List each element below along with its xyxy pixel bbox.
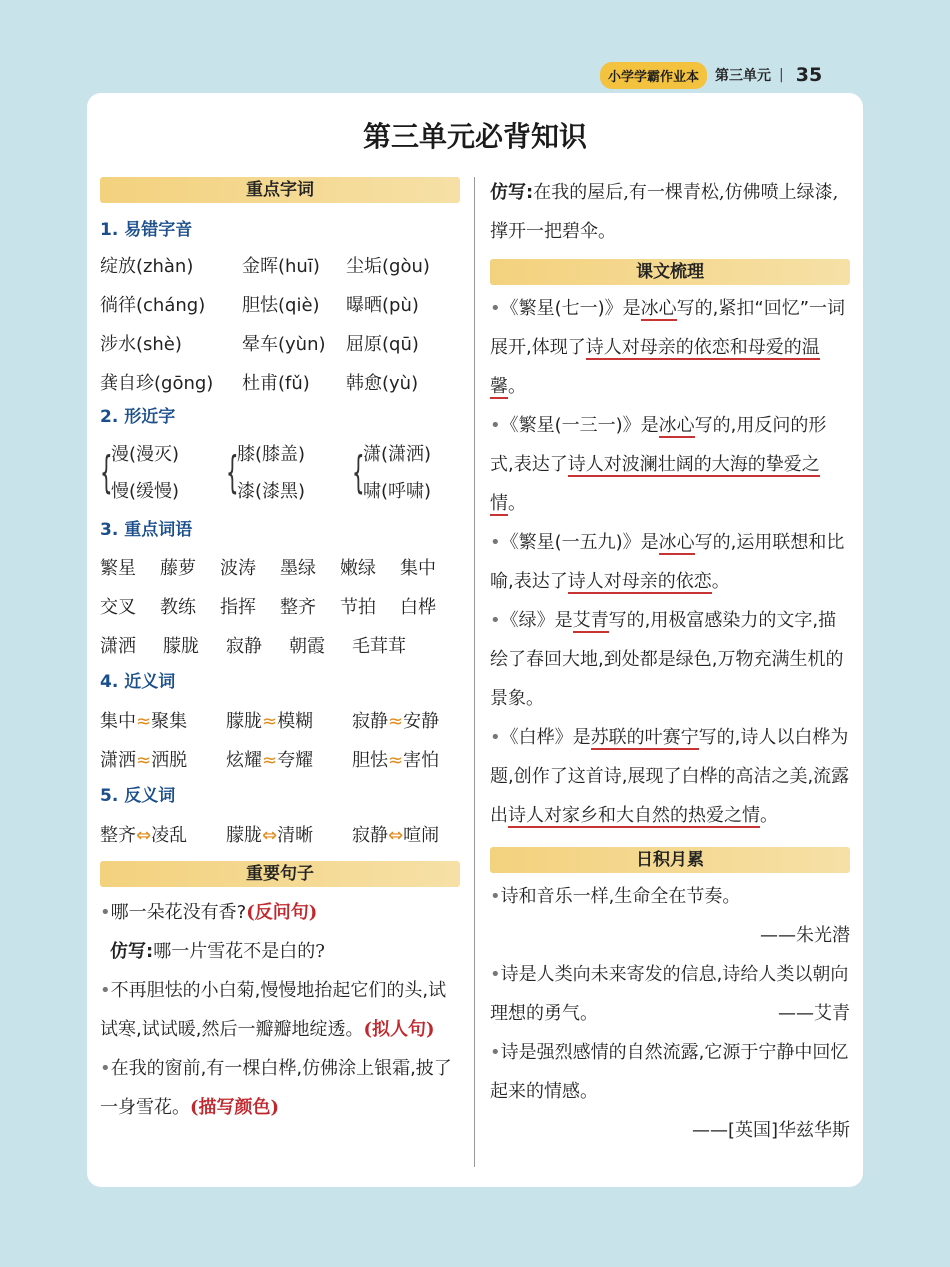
sentence-tag: (描写颜色) — [190, 1097, 280, 1118]
section-band-accumulation: 日积月累 — [490, 847, 850, 873]
header-separator: | — [779, 67, 784, 83]
subheading-key-words: 3. 重点词语 — [100, 520, 193, 540]
double-arrow-icon: ⇔ — [388, 824, 404, 846]
imitation-block — [490, 173, 850, 251]
underlined-theme: 诗人对家乡和大自然的热爱之情 — [508, 805, 760, 826]
pron-item: 胆怯(qiè) — [242, 294, 320, 316]
bullet-icon: • — [490, 964, 501, 985]
pron-item: 绽放(zhàn) — [100, 255, 194, 277]
review-text: 写的,诗人以白桦为题,创作了这首诗,展现了白桦的高洁之美,流露出 — [490, 727, 850, 826]
vocab-word: 交叉 — [100, 596, 136, 618]
quote-author: ——艾青 — [778, 1003, 850, 1024]
double-arrow-icon: ⇔ — [262, 824, 278, 846]
right-column — [490, 173, 850, 1150]
quote-item — [490, 877, 850, 916]
page-number: 35 — [795, 64, 823, 86]
review-text: 《繁星(一五九)》是 — [500, 532, 659, 553]
sentence-item — [100, 1049, 460, 1127]
pron-item: 晕车(yùn) — [242, 333, 326, 355]
review-text: 。 — [508, 493, 526, 514]
quote-item — [490, 1033, 850, 1111]
vocab-word: 潇洒 — [100, 635, 136, 657]
review-text: 《繁星(七一)》是 — [500, 298, 641, 319]
vocab-word: 整齐 — [280, 596, 316, 618]
approx-icon: ≈ — [388, 749, 404, 771]
bullet-icon: • — [490, 727, 501, 748]
pron-row — [100, 284, 460, 323]
similar-item: 潇(潇洒) — [363, 444, 432, 465]
section-band-key-sentences: 重要句子 — [100, 861, 460, 887]
review-text: 。 — [711, 571, 730, 592]
review-item — [490, 718, 850, 835]
bullet-icon: • — [490, 532, 501, 553]
synonym-word: 集中 — [100, 710, 136, 732]
sentence-item — [100, 971, 460, 1049]
underlined-theme: 诗人对波澜壮阔的大海的挚爱之情 — [490, 454, 820, 514]
approx-icon: ≈ — [136, 710, 152, 732]
vocab-word: 寂静 — [226, 635, 262, 657]
review-text: 写的,用反问的形式,表达了 — [490, 415, 827, 475]
review-text: 《繁星(一三一)》是 — [500, 415, 659, 436]
pron-item: 屈原(qū) — [346, 333, 419, 355]
vocab-word: 集中 — [400, 557, 436, 579]
quote-author: ——朱光潜 — [760, 925, 850, 946]
underlined-theme: 诗人对母亲的依恋和母爱的温馨 — [490, 337, 820, 397]
vocab-word: 白桦 — [400, 596, 436, 618]
approx-icon: ≈ — [136, 749, 152, 771]
synonym-word: 朦胧 — [226, 710, 262, 732]
vocab-word: 嫩绿 — [340, 557, 376, 579]
pron-row — [100, 323, 460, 362]
bullet-icon: • — [100, 902, 111, 923]
antonym-word: 整齐 — [100, 824, 136, 846]
imitation-text: 哪一片雪花不是白的? — [153, 941, 325, 962]
review-text: 。 — [508, 376, 526, 397]
vocab-word: 繁星 — [100, 557, 136, 579]
similar-item: 啸(呼啸) — [363, 481, 432, 502]
similar-pair — [226, 436, 344, 510]
synonym-word: 胆怯 — [352, 749, 388, 771]
bullet-icon: • — [100, 1058, 111, 1079]
quote-text: 诗是人类向未来寄发的信息,诗给人类以朝向理想的勇气。 — [490, 964, 849, 1024]
underlined-author: 苏联的叶赛宁 — [590, 727, 699, 748]
section-band-key-words: 重点字词 — [100, 177, 460, 203]
antonym-row — [100, 814, 460, 853]
pron-item: 涉水(shè) — [100, 333, 182, 355]
antonym-word: 朦胧 — [226, 824, 262, 846]
pron-row — [100, 362, 460, 401]
similar-item: 漆(漆黑) — [237, 481, 306, 502]
vocab-row — [100, 547, 460, 586]
vocab-word: 朝霞 — [289, 635, 325, 657]
approx-icon: ≈ — [262, 749, 278, 771]
page-title: 第三单元必背知识 — [362, 120, 587, 153]
pron-item: 韩愈(yù) — [346, 372, 419, 394]
synonym-word: 安静 — [403, 710, 440, 732]
synonym-word: 炫耀 — [226, 749, 262, 771]
review-item — [490, 601, 850, 718]
approx-icon: ≈ — [262, 710, 278, 732]
bullet-icon: • — [490, 1042, 501, 1063]
antonym-word: 喧闹 — [403, 824, 440, 846]
vocab-row — [100, 625, 460, 664]
pron-item: 尘垢(gòu) — [346, 255, 430, 277]
brace-icon: { — [100, 447, 113, 498]
antonym-word: 清晰 — [277, 824, 314, 846]
similar-item: 漫(漫灭) — [111, 444, 180, 465]
unit-label: 第三单元 — [715, 68, 772, 84]
underlined-author: 冰心 — [658, 532, 695, 553]
review-text: 写的,运用联想和比喻,表达了 — [490, 532, 845, 592]
review-item — [490, 523, 850, 601]
section-band-text-review: 课文梳理 — [490, 259, 850, 285]
similar-item: 慢(缓慢) — [111, 481, 180, 502]
double-arrow-icon: ⇔ — [136, 824, 152, 846]
brace-icon: { — [226, 447, 239, 498]
synonym-word: 害怕 — [403, 749, 440, 771]
vocab-word: 朦胧 — [163, 635, 199, 657]
bullet-icon: • — [100, 980, 111, 1001]
review-text: 。 — [760, 805, 778, 826]
sentence-tag: (反问句) — [246, 902, 318, 923]
imitation-label: 仿写: — [110, 941, 154, 962]
quote-text: 诗是强烈感情的自然流露,它源于宁静中回忆起来的情感。 — [490, 1042, 849, 1102]
imitation-label: 仿写: — [490, 182, 534, 203]
column-divider — [474, 177, 475, 1167]
underlined-theme: 诗人对母亲的依恋 — [567, 571, 712, 592]
review-item — [490, 289, 850, 406]
bullet-icon: • — [490, 610, 501, 631]
vocab-word: 节拍 — [340, 596, 376, 618]
antonym-word: 寂静 — [352, 824, 388, 846]
vocab-word: 教练 — [160, 596, 196, 618]
synonym-word: 聚集 — [151, 710, 188, 732]
pron-item: 金晖(huī) — [242, 255, 320, 277]
similar-chars-group — [100, 433, 460, 513]
subheading-synonyms: 4. 近义词 — [100, 672, 176, 692]
subheading-pronunciation: 1. 易错字音 — [100, 220, 193, 240]
synonym-word: 寂静 — [352, 710, 388, 732]
pron-row — [100, 245, 460, 284]
pron-item: 徜徉(cháng) — [100, 294, 206, 316]
review-item — [490, 406, 850, 523]
bullet-icon: • — [490, 886, 501, 907]
underlined-author: 艾青 — [572, 610, 609, 631]
vocab-word: 藤萝 — [160, 557, 196, 579]
sentence-text: 哪一朵花没有香? — [110, 902, 247, 923]
brace-icon: { — [352, 447, 365, 498]
synonym-word: 夸耀 — [277, 749, 314, 771]
vocab-word: 波涛 — [220, 557, 256, 579]
review-text: 写的,用极富感染力的文字,描绘了春回大地,到处都是绿色,万物充满生机的景象 — [490, 610, 844, 709]
similar-pair — [352, 436, 431, 510]
similar-item: 膝(膝盖) — [237, 444, 306, 465]
subheading-antonyms: 5. 反义词 — [100, 786, 176, 806]
review-text: 写的,紧扣“回忆”一词展开,体现了 — [490, 298, 846, 358]
imitation-text: 在我的屋后,有一棵青松,仿佛喷上绿漆,撑开一把碧伞。 — [490, 182, 839, 242]
left-column — [100, 177, 460, 1127]
bullet-icon: • — [490, 415, 501, 436]
synonym-word: 洒脱 — [151, 749, 188, 771]
antonym-word: 凌乱 — [151, 824, 188, 846]
synonym-row — [100, 700, 460, 739]
sentence-tag: (拟人句) — [363, 1019, 435, 1040]
vocab-row — [100, 586, 460, 625]
synonym-word: 潇洒 — [100, 749, 136, 771]
approx-icon: ≈ — [388, 710, 404, 732]
vocab-word: 墨绿 — [280, 557, 316, 579]
synonym-word: 模糊 — [277, 710, 314, 732]
content-card — [87, 93, 863, 1187]
quote-text: 诗和音乐一样,生命全在节奏。 — [500, 886, 741, 907]
underlined-author: 冰心 — [640, 298, 677, 319]
bullet-icon: • — [490, 298, 501, 319]
quote-author: ——[英国]华兹华斯 — [691, 1120, 850, 1141]
review-text: 。 — [526, 688, 544, 709]
underlined-author: 冰心 — [658, 415, 695, 436]
subheading-similar-chars: 2. 形近字 — [100, 407, 176, 427]
sentence-text: 在我的窗前,有一棵白桦,仿佛涂上银霜,披了一身雪花。 — [100, 1058, 452, 1118]
pron-item: 曝晒(pù) — [346, 294, 419, 316]
sentence-item — [100, 893, 460, 932]
review-text: 《绿》是 — [500, 610, 573, 631]
vocab-word: 指挥 — [220, 596, 256, 618]
vocab-word: 毛茸茸 — [352, 635, 406, 657]
imitation-line — [100, 932, 460, 971]
sentence-text: 不再胆怯的小白菊,慢慢地抬起它们的头,试试寒,试试暖,然后一瓣瓣地绽透。 — [100, 980, 447, 1040]
pron-item: 龚自珍(gōng) — [100, 372, 214, 394]
synonym-row — [100, 739, 460, 778]
pron-item: 杜甫(fǔ) — [242, 372, 310, 394]
review-text: 《白桦》是 — [500, 727, 591, 748]
similar-pair — [100, 436, 218, 510]
page-header — [600, 60, 822, 90]
brand-badge: 小学学霸作业本 — [600, 62, 707, 89]
